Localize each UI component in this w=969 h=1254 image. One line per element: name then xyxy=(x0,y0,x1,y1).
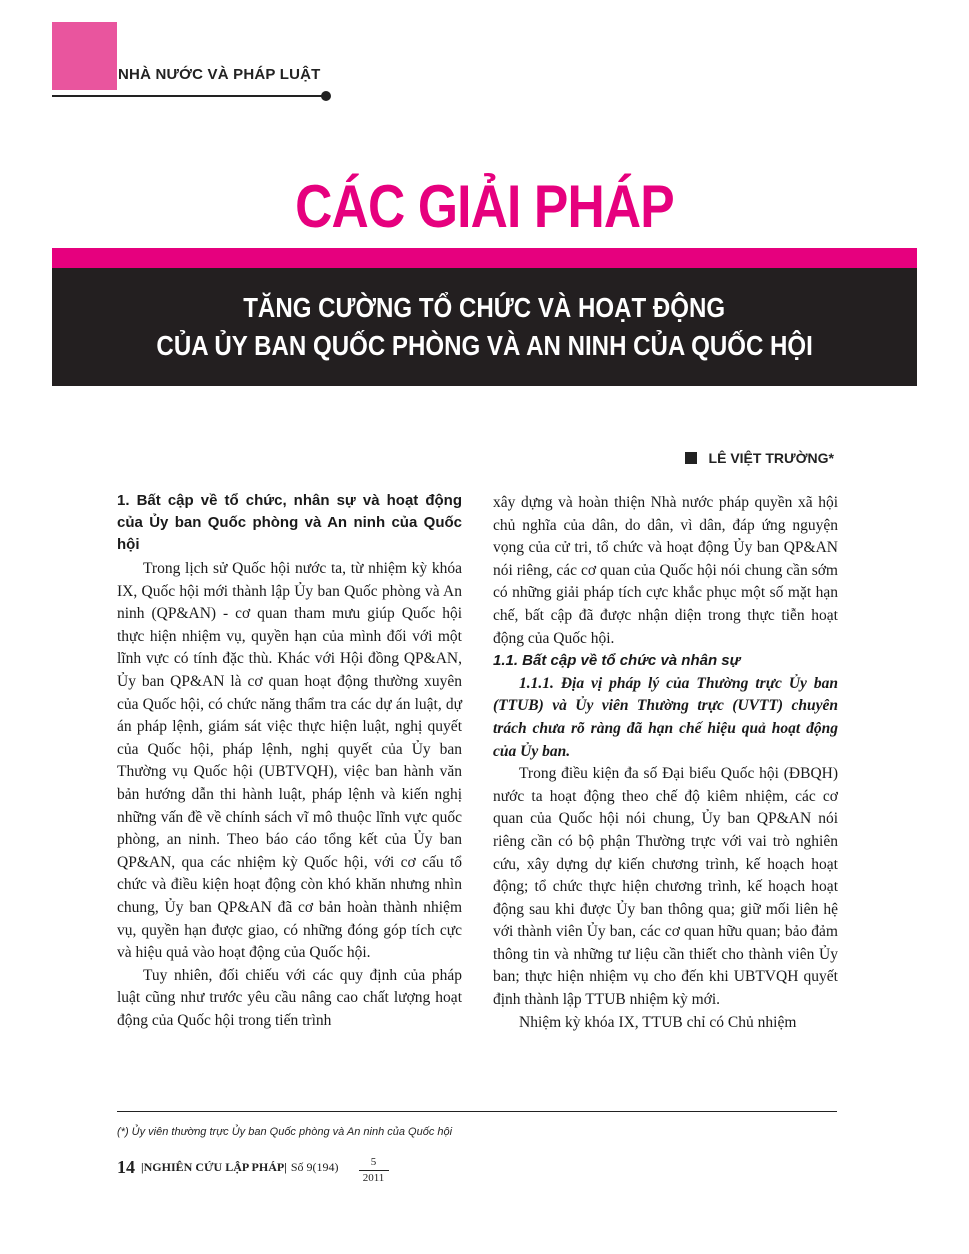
page-footer xyxy=(117,1156,389,1185)
paragraph: Nhiệm kỳ khóa IX, TTUB chỉ có Chủ nhiệm xyxy=(519,1013,797,1031)
right-column xyxy=(493,492,838,1034)
section-rule xyxy=(52,95,327,97)
paragraph: Trong điều kiện đa số Đại biểu Quốc hội (ĐBQH) nước ta hoạt động theo chế độ kiêm nhiệm, các cơ quan của Quốc hội nói chung, Ủy ban QP&AN nói riêng cần có bộ phận Thường trực với vai trò nghiên cứu, xây dựng dự kiến chương trình, kế hoạch hoạt động; tổ chức thực hiện chương trình, kế hoạch hoạt động sau khi được Ủy ban thông qua; giữ mối liên hệ với thành viên Ủy ban, các cơ quan hữu quan; bảo đảm thông tin và những tư liệu cần thiết cho thành viên Ủy ban; thực hiện nhiệm vụ cho đến khi UBTVQH quyết định thành lập TTUB nhiệm kỳ mới. xyxy=(493,765,838,1009)
issue-year: 2011 xyxy=(362,1172,385,1184)
footnote-rule xyxy=(117,1111,837,1112)
footnote: (*) Ủy viên thường trực Ủy ban Quốc phòng và An ninh của Quốc hội xyxy=(117,1126,453,1138)
issue-date xyxy=(359,1156,389,1185)
section-color-block xyxy=(52,22,117,90)
issue-month: 5 xyxy=(370,1156,377,1168)
author-name: LÊ VIỆT TRƯỜNG* xyxy=(708,450,834,466)
page-number: 14 xyxy=(117,1157,135,1177)
author-byline xyxy=(685,450,834,466)
section-label: NHÀ NƯỚC VÀ PHÁP LUẬT xyxy=(118,66,321,83)
subtitle-line-2: CỦA ỦY BAN QUỐC PHÒNG VÀ AN NINH CỦA QUỐC HỘI xyxy=(156,330,813,361)
section-dot-icon xyxy=(321,91,331,101)
paragraph: xây dựng và hoàn thiện Nhà nước pháp quyền xã hội chủ nghĩa của dân, do dân, vì dân, đáp ứng nguyện vọng của cử tri, tổ chức và hoạt động Ủy ban QP&AN nói riêng, các cơ quan của Quốc hội nói chung cần sớm có những giải pháp tích cực khắc phục một số mặt hạn chế, bất cập đã được nhận diện trong thực tiễn hoạt động của Quốc hội. xyxy=(493,494,838,647)
date-divider xyxy=(359,1170,389,1171)
subtitle-line-1: TĂNG CƯỜNG TỔ CHỨC VÀ HOẠT ĐỘNG xyxy=(243,292,726,323)
article-title: CÁC GIẢI PHÁP xyxy=(295,173,674,240)
paragraph: Tuy nhiên, đối chiếu với các quy định của pháp luật cũng như trước yêu cầu nâng cao chất lượng hoạt động của Quốc hội trong tiến trình xyxy=(117,966,462,1029)
title-accent-bar xyxy=(52,248,917,268)
subsection-heading: 1.1. Bất cập về tổ chức và nhân sự xyxy=(493,652,741,670)
issue-number: Số 9(194) xyxy=(290,1160,339,1174)
square-bullet-icon xyxy=(685,452,697,464)
section-heading: 1. Bất cập về tổ chức, nhân sự và hoạt động của Ủy ban Quốc phòng và An ninh của Quốc hội xyxy=(117,492,462,553)
subtitle-box xyxy=(52,268,917,386)
paragraph: Trong lịch sử Quốc hội nước ta, từ nhiệm kỳ khóa IX, Quốc hội mới thành lập Ủy ban Quốc phòng và An ninh (QP&AN) - cơ quan tham mưu giúp Quốc hội thực hiện nhiệm vụ, quyền hạn của mình đối với một lĩnh vực có tính đặc thù. Khác với Hội đồng QP&AN, Ủy ban QP&AN là cơ quan hoạt động thường xuyên của Quốc hội, có chức năng thẩm tra các dự án luật, dự án pháp lệnh, giám sát việc thực hiện luật, nghị quyết của Quốc hội, pháp lệnh, nghị quyết của Ủy ban Thường vụ Quốc hội (UBTVQH), việc ban hành văn bản hướng dẫn thi hành luật, pháp lệnh và kiến nghị những vấn đề về chính sách vĩ mô thuộc lĩnh vực quốc phòng, an ninh. Theo báo cáo tổng kết của Ủy ban QP&AN, qua các nhiệm kỳ Quốc hội, với cơ cấu tổ chức và điều kiện hoạt động còn khó khăn nhưng nhìn chung, Ủy ban QP&AN đã cơ bản hoàn thành nhiệm vụ, quyền hạn được giao, có những đóng góp tích cực và hiệu quả vào hoạt động của Quốc hội. xyxy=(117,560,462,962)
subsubsection-heading: 1.1.1. Địa vị pháp lý của Thường trực Ủy ban (TTUB) và Ủy viên Thường trực (UVTT) chuyên trách chưa rõ ràng đã hạn chế hiệu quả hoạt động của Ủy ban. xyxy=(493,674,838,760)
journal-name: |NGHIÊN CỨU LẬP PHÁP| xyxy=(141,1160,287,1174)
left-column xyxy=(117,490,462,1032)
